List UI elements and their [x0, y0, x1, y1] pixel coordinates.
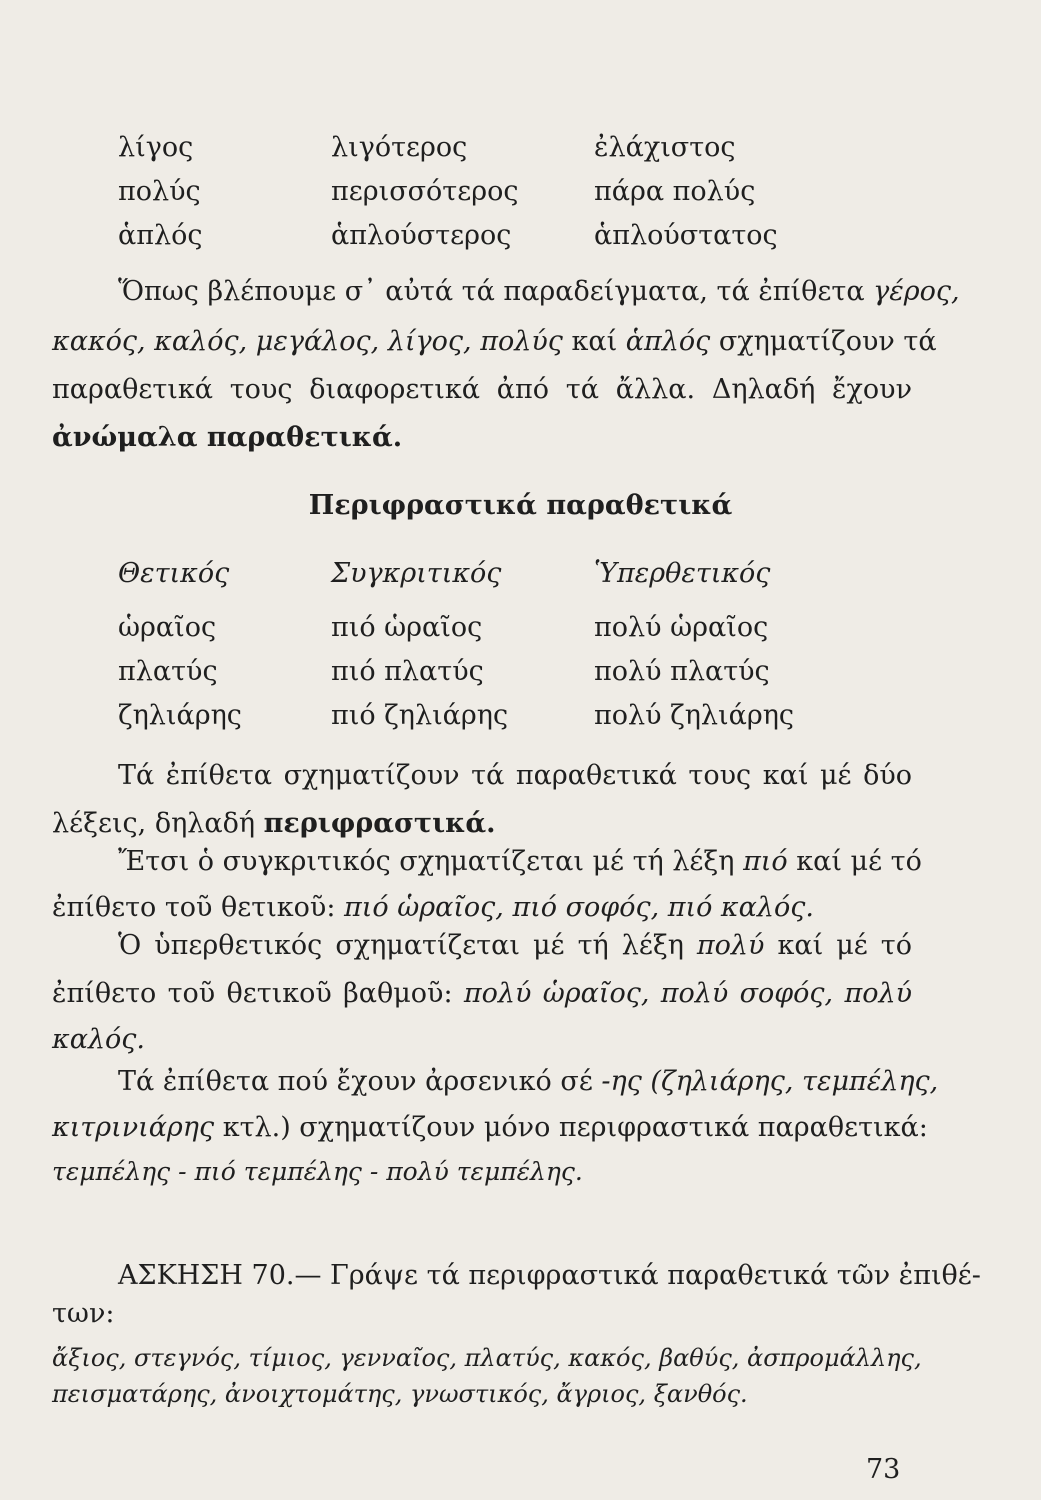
text: σχηματίζουν τά	[718, 326, 937, 357]
section-heading: Περιφραστικά παραθετικά	[308, 490, 733, 521]
table1-cell: πολύς	[118, 176, 201, 207]
paragraph-line: παραθετικά τους διαφορετικά ἀπό τά ἄλλα. Δηλαδή ἔχουν	[52, 374, 912, 405]
exercise-title: ΑΣΚΗΣΗ 70.— Γράψε τά περιφραστικά παραθετικά τῶν ἐπιθέ-	[118, 1260, 981, 1291]
table2-cell: πλατύς	[118, 656, 218, 687]
table1-row	[118, 170, 918, 214]
text-italic: -ης (ζηλιάρης, τεμπέλης,	[601, 1066, 939, 1097]
table2-cell: ζηλιάρης	[118, 700, 242, 731]
page-number: 73	[866, 1454, 901, 1485]
exercise-title-cont: των:	[52, 1298, 115, 1329]
table1-cell: ἁπλούστατος	[594, 220, 778, 251]
text: Τά ἐπίθετα πού ἔχουν ἀρσενικό σέ	[118, 1066, 593, 1097]
table1-cell: λίγος	[118, 132, 194, 163]
text: λέξεις, δηλαδή	[52, 808, 256, 839]
text: καί	[571, 326, 618, 357]
text: ἐπίθετο τοῦ θετικοῦ βαθμοῦ:	[52, 978, 453, 1009]
paragraph-line: καλός.	[52, 1024, 146, 1055]
paragraph-line	[118, 1062, 939, 1102]
paragraph-line	[118, 842, 922, 882]
text: καί μέ τό	[796, 846, 922, 877]
table2-row	[118, 694, 918, 738]
table1-cell: ἐλάχιστος	[594, 132, 736, 163]
table2-cell: πιό ζηλιάρης	[331, 700, 509, 731]
paragraph-line	[52, 974, 912, 1014]
text: ἐπίθετο τοῦ θετικοῦ:	[52, 892, 336, 923]
exercise-words: ἄξιος, στεγνός, τίμιος, γενναῖος, πλατύς, κακός, βαθύς, ἀσπρομάλλης,	[52, 1344, 922, 1372]
paragraph-line: Τά ἐπίθετα σχηματίζουν τά παραθετικά τους καί μέ δύο	[118, 760, 912, 791]
table1-row	[118, 214, 918, 258]
exercise-words: πεισματάρης, ἀνοιχτομάτης, γνωστικός, ἄγριος, ξανθός.	[52, 1380, 748, 1408]
text-bold: ἀνώμαλα παραθετικά.	[52, 422, 403, 453]
text: Ἔτσι ὁ συγκριτικός σχηματίζεται μέ τή λέξη	[118, 846, 735, 877]
table2-cell: πολύ πλατύς	[594, 656, 770, 687]
table1-cell: πάρα πολύς	[594, 176, 756, 207]
text-italic: πιό ὡραῖος, πιό σοφός, πιό καλός.	[344, 892, 814, 923]
text-italic: γέρος,	[873, 276, 960, 307]
paragraph-line	[52, 1108, 928, 1148]
table1-cell: λιγότερος	[331, 132, 468, 163]
table2-cell: πιό πλατύς	[331, 656, 484, 687]
text-italic: κιτρινιάρης	[52, 1112, 215, 1143]
table2-cell: πολύ ζηλιάρης	[594, 700, 795, 731]
paragraph-line	[118, 926, 912, 966]
text-italic: πιό	[743, 846, 788, 877]
text: Ὁ ὑπερθετικός σχηματίζεται μέ τή λέξη	[118, 930, 684, 961]
table2-header	[118, 552, 918, 596]
table1-cell: περισσότερος	[331, 176, 519, 207]
table1-cell: ἁπλός	[118, 220, 203, 251]
table2-row	[118, 606, 918, 650]
table1-row	[118, 126, 918, 170]
paragraph-line	[52, 804, 912, 844]
text: καί μέ τό	[777, 930, 912, 961]
table2-header-cell: Θετικός	[118, 558, 230, 589]
text: κτλ.) σχηματίζουν μόνο περιφραστικά παραθετικά:	[222, 1112, 928, 1143]
text: Ὅπως βλέπουμε σ᾽ αὐτά τά παραδείγματα, τά ἐπίθετα	[118, 276, 865, 307]
text-italic: πολύ	[696, 930, 765, 961]
paragraph-line: τεμπέλης - πιό τεμπέλης - πολύ τεμπέλης.	[52, 1157, 583, 1186]
text-italic: ἁπλός	[625, 326, 711, 357]
paragraph-line	[52, 322, 937, 362]
paragraph-line-bold	[52, 418, 912, 458]
paragraph-line	[118, 272, 960, 312]
text-italic: πολύ ὡραῖος, πολύ σοφός, πολύ	[463, 978, 912, 1009]
table2-cell: πιό ὡραῖος	[331, 612, 483, 643]
table2-row	[118, 650, 918, 694]
paragraph-line	[52, 888, 912, 928]
table2-cell: πολύ ὡραῖος	[594, 612, 769, 643]
table1-cell: ἁπλούστερος	[331, 220, 512, 251]
text-bold: περιφραστικά.	[263, 808, 496, 839]
table2-header-cell: Ὑπερθετικός	[594, 558, 771, 589]
table2-header-cell: Συγκριτικός	[331, 558, 502, 589]
table2-cell: ὡραῖος	[118, 612, 217, 643]
text-italic: κακός, καλός, μεγάλος, λίγος, πολύς	[52, 326, 563, 357]
